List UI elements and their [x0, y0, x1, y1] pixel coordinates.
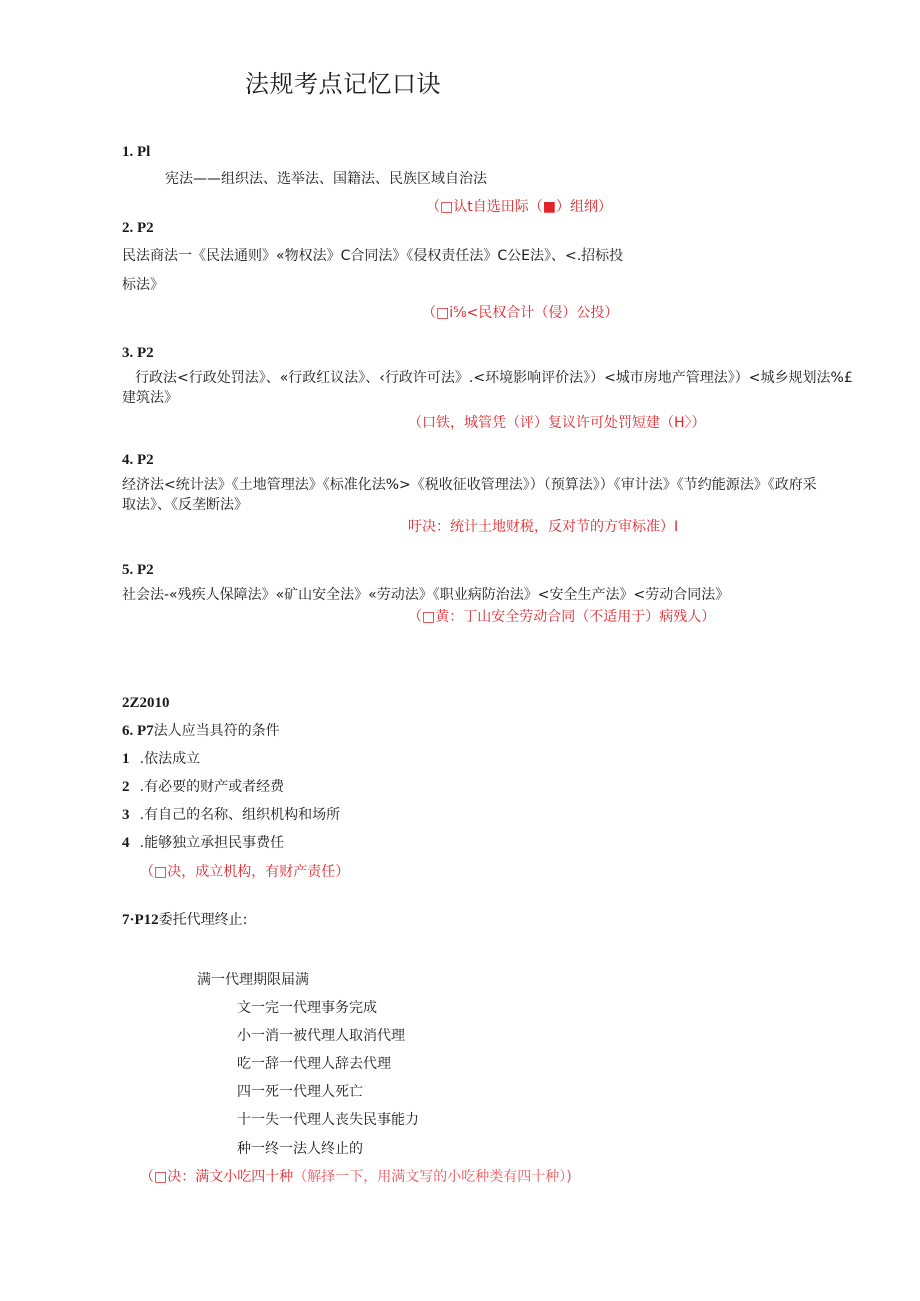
- mnemonic-prefix: （□决：: [140, 1169, 196, 1185]
- mnemonic-explain: （解择一下，用满文写的小吃种类有四十种）): [293, 1169, 572, 1185]
- item-title: 委托代理终止:: [158, 912, 248, 928]
- termination-line: 吃一辞一代理人辞去代理: [237, 1056, 391, 1072]
- condition-item: [122, 748, 200, 768]
- item-6-heading: [122, 720, 280, 740]
- section-mnemonic: （□i⅝<民权合计（侵）公投）: [422, 305, 619, 321]
- section-number: 3. P2: [122, 345, 154, 361]
- termination-line: 四一死一代理人死亡: [237, 1084, 363, 1100]
- section-text: 标法》: [122, 277, 164, 293]
- termination-line: 文一完一代理事务完成: [237, 1000, 377, 1016]
- condition-text: .有必要的财产或者经费: [139, 779, 285, 795]
- section-mnemonic: （□认t自选田际（■）组纲）: [426, 199, 612, 215]
- item-7-heading: [122, 909, 247, 929]
- item-number: 7·P12: [122, 912, 159, 928]
- condition-item: [122, 832, 284, 852]
- section-number: 4. P2: [122, 452, 154, 468]
- section-number: 2. P2: [122, 220, 154, 236]
- condition-text: .依法成立: [139, 751, 201, 767]
- section-text: 民法商法一《民法通则》«物权法》C合同法》《侵权责任法》C公E法》、<.招标投: [122, 248, 624, 264]
- section-number: 5. P2: [122, 562, 154, 578]
- chapter-heading: 2Z2010: [122, 695, 170, 711]
- section-text: 建筑法》: [122, 390, 178, 406]
- condition-item: [122, 776, 284, 796]
- item-7-mnemonic: [140, 1166, 572, 1186]
- condition-number: 4: [122, 835, 130, 851]
- section-text: 经济法<统计法》《土地管理法》《标准化法%>《税收征收管理法》）（预算法》）《审计法》《节约能源法》《政府采: [122, 477, 817, 493]
- item-number: 6. P7: [122, 723, 154, 739]
- termination-lead: 满一代理期限届满: [197, 972, 309, 988]
- section-mnemonic: （□黄：丁山安全劳动合同（不适用于）病残人）: [408, 609, 716, 625]
- section-mnemonic: 吁决：统计土地财税，反对节的方审标准）I: [408, 519, 679, 535]
- section-text: 宪法——组织法、选举法、国籍法、民族区域自治法: [165, 171, 487, 187]
- section-text: 社会法-«残疾人保障法》«矿山安全法》«劳动法》《职业病防治法》<安全生产法》<劳动合同法》: [122, 587, 730, 603]
- section-text: 取法》、《反垄断法》: [122, 497, 248, 513]
- mnemonic-main: 满文小吃四十种: [195, 1169, 294, 1185]
- condition-text: .有自己的名称、组织机构和场所: [139, 807, 341, 823]
- condition-text: .能够独立承担民事费任: [139, 835, 285, 851]
- page-title: 法规考点记忆口诀: [245, 70, 441, 98]
- section-number: 1. Pl: [122, 144, 151, 160]
- condition-number: 3: [122, 807, 130, 823]
- item-title: 法人应当具符的条件: [153, 723, 280, 739]
- termination-line: 种一终一法人终止的: [237, 1141, 363, 1157]
- section-mnemonic: （口铁，城管凭（评）复议许可处罚短建（H〉）: [408, 415, 706, 431]
- section-text: 行政法<行政处罚法》、«行政红议法》、‹行政许可法》.<环境影响评价法》）<城市房地产管理法》）<城乡规划法%£: [135, 370, 853, 386]
- condition-number: 1: [122, 751, 130, 767]
- item-6-mnemonic: （□决，成立机构，有财产责任）: [140, 864, 350, 880]
- termination-line: 小一消一被代理人取消代理: [237, 1028, 405, 1044]
- condition-number: 2: [122, 779, 130, 795]
- condition-item: [122, 804, 340, 824]
- termination-line: 十一失一代理人丧失民事能力: [237, 1112, 419, 1128]
